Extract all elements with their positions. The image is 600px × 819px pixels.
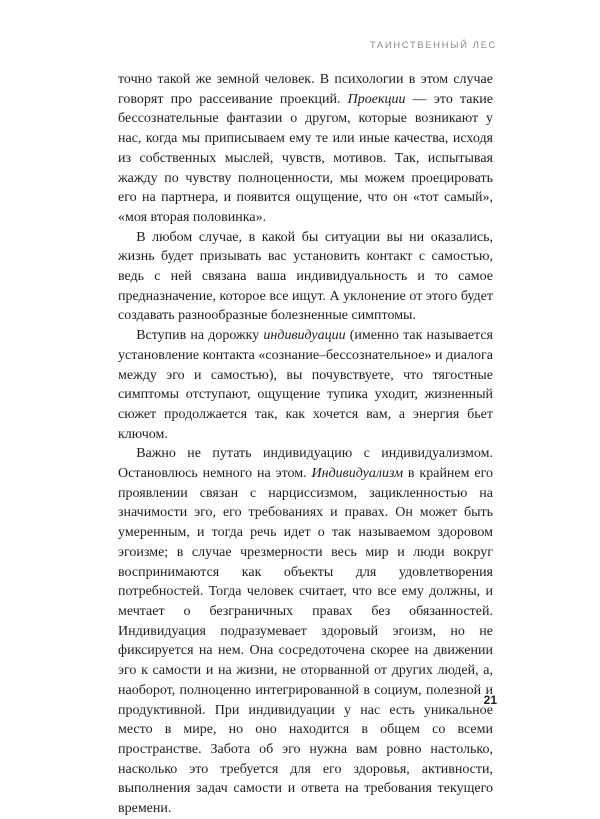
body-text (118, 70, 493, 819)
paragraph-3-segment-3: (именно так называется установление контакта «сознание–бессознательное» и диалога между эго и самостью), вы почувствуете, что тягостные симптомы отступают, ощущение тупика уходит, жизненный сюжет продолжается так, как хочется вам, а энергия бьет ключом. (118, 328, 493, 442)
paragraph-1-segment-3: — это такие бессознательные фантазии о другом, которые возникают у нас, когда мы приписываем ему те или иные качества, исходя из собственных мыслей, чувств, мотивов. Так, испытывая жажду по чувству полноценности, мы можем проецировать его на партнера, и появится ощущение, что он «тот самый», «моя вторая половинка». (118, 91, 493, 225)
term-individuatsii: индивидуации (263, 328, 346, 344)
running-header-title: ТАИНСТВЕННЫЙ ЛЕС (369, 40, 497, 51)
paragraph-4-segment-3: в крайнем его проявлении связан с нарциссизмом, зацикленностью на значимости эго, его требованиях и правах. Он может быть умеренным, и тогда речь идет о так называемом здоровом эгоизме; в случае чрезмерности весь мир и люди вокруг воспринимаются как объекты для удовлетворения потребностей. Тогда человек считает, что все ему должны, и мечтает о безграничных правах без обязанностей. Индивидуация подразумевает здоровый эгоизм, но не фиксируется на нем. Она сосредоточена скорее на движении эго к самости и на жизни, не оторванной от других людей, а, наоборот, полноценно интегрированной в социум, полезной и продуктивной. При индивидуации у нас есть уникальное место в мире, но оно находится в общем со всеми пространстве. Забота об эго нужна вам ровно настолько, насколько это требуется для его здоровья, активности, выполнения задач самости и ответа на требования текущего времени. (118, 466, 493, 817)
paragraph-4 (118, 444, 493, 818)
paragraph-1 (118, 70, 493, 228)
paragraph-3 (118, 326, 493, 444)
paragraph-4-segment-1: Важно не путать индивидуацию с индивидуализмом. Остановлюсь немного на этом. (118, 446, 493, 482)
term-proektsii: Проекции (347, 91, 406, 107)
page-number: 21 (483, 693, 497, 707)
paragraph-2-segment-1: В любом случае, в какой бы ситуации вы ни оказались, жизнь будет призывать вас установить контакт с самостью, ведь с ней связана ваша индивидуальность и то самое предназначение, которое все ищут. А уклонение от этого будет создавать разнообразные болезненные симптомы. (118, 229, 493, 324)
paragraph-3-segment-1: Вступив на дорожку (136, 328, 264, 344)
paragraph-1-segment-1: точно такой же земной человек. В психологии в этом случае говорят про рассеивание проекций. (118, 72, 493, 107)
term-individualizm: Индивидуализм (311, 466, 404, 482)
paragraph-2 (118, 228, 493, 327)
